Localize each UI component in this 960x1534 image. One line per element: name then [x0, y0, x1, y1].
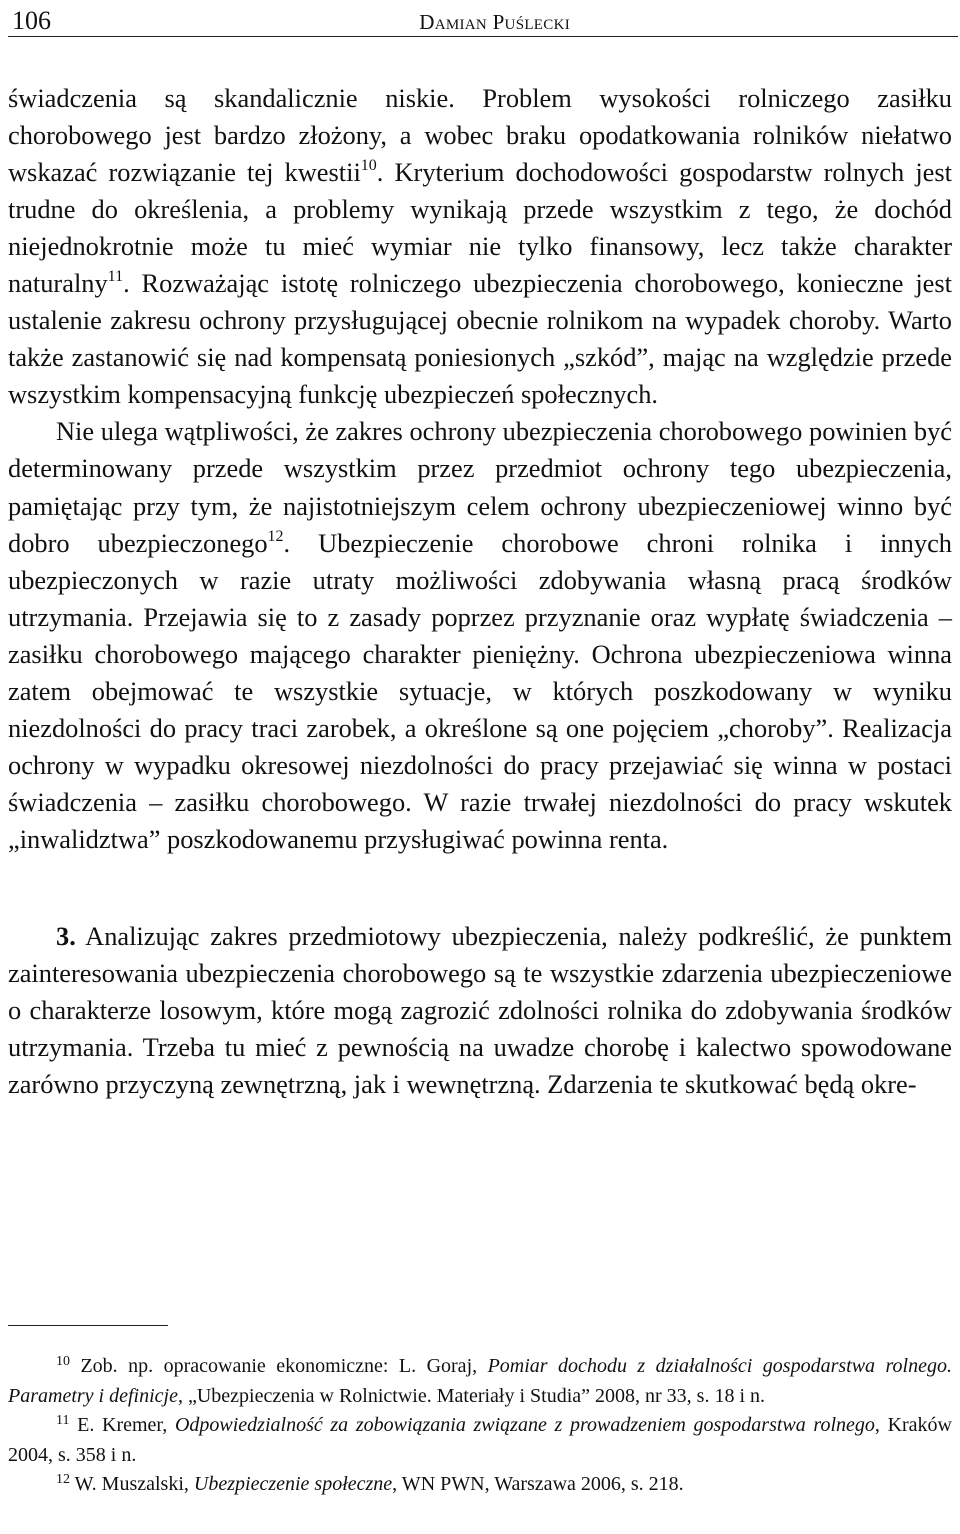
- footnote-text: , WN PWN, Warszawa 2006, s. 218.: [392, 1473, 684, 1495]
- footnotes: [8, 1352, 952, 1500]
- footnote-10: [8, 1352, 952, 1411]
- paragraph-2-text-a: Nie ulega wątpliwości, że zakres ochrony ubezpieczenia chorobowego powinien być determinowany przede wszystkim przez przedmiot ochrony tego ubezpieczenia, pamiętając przy tym, że najistotniejszym celem ochrony ubezpieczeniowej winno być dobro ubezpieczonego: [8, 416, 952, 558]
- footnote-mark: 11: [56, 1413, 70, 1428]
- footnote-text: E. Kremer,: [69, 1414, 175, 1436]
- paragraph-1-text-b: . Kryterium dochodowości gospodarstw rolnych jest trudne do określenia, a problemy wynikają przede wszystkim z tego, że dochód niejednokrotnie może tu mieć wymiar nie tylko finansowy, lecz także charakter naturalny: [8, 157, 952, 299]
- paragraph-2: [8, 413, 952, 858]
- footnote-ref-11[interactable]: 11: [107, 268, 124, 286]
- footnote-title: Pomiar dochodu z działalności gospodarstwa rolnego. Parametry i definicje: [8, 1355, 952, 1407]
- paragraph-1-text-c: . Rozważając istotę rolniczego ubezpieczenia chorobowego, konieczne jest ustalenie zakresu ochrony przysługującej obecnie rolnikom na wypadek choroby. Warto także zastanowić się nad kompensatą poniesionych „szkód”, mając na względzie przede wszystkim kompensacyjną funkcję ubezpieczeń społecznych.: [8, 268, 952, 410]
- footnote-text: W. Muszalski,: [70, 1473, 194, 1495]
- footnote-text: Zob. np. opracowanie ekonomiczne: L. Goraj,: [70, 1355, 488, 1377]
- running-header-author: Damian Puślecki: [419, 10, 570, 34]
- footnote-ref-10[interactable]: 10: [360, 157, 377, 175]
- footnote-ref-12[interactable]: 12: [267, 527, 284, 545]
- footnote-mark: 12: [56, 1472, 70, 1487]
- footnote-separator: [8, 1325, 168, 1326]
- section-3-paragraph: [8, 918, 952, 1103]
- section-number: 3.: [56, 920, 76, 951]
- paragraph-1-text-a: świadczenia są skandalicznie niskie. Problem wysokości rolniczego zasiłku chorobowego jest bardzo złożony, a wobec braku opodatkowania rolników niełatwo wskazać rozwiązanie tej kwestii: [8, 83, 952, 188]
- running-header: [8, 2, 958, 37]
- footnote-12: [8, 1470, 952, 1500]
- page-number: 106: [12, 6, 51, 35]
- paragraph-1: [8, 80, 952, 413]
- paragraph-2-text-b: . Ubezpieczenie chorobowe chroni rolnika i innych ubezpieczonych w razie utraty możliwości zdobywania własną pracą środków utrzymania. Przejawia się to z zasady poprzez przyznanie oraz wypłatę świadczenia – zasiłku chorobowego mającego charakter pieniężny. Ochrona ubezpieczeniowa winna zatem obejmować te wszystkie sytuacje, w których poszkodowany w wyniku niezdolności do pracy traci zarobek, a określone są one pojęciem „choroby”. Realizacja ochrony w wypadku okresowej niezdolności do pracy przejawiać się winna w postaci świadczenia – zasiłku chorobowego. W razie trwałej niezdolności do pracy wskutek „inwalidztwa” poszkodowanemu przysługiwać powinna renta.: [8, 527, 952, 854]
- section-3-text: Analizując zakres przedmiotowy ubezpieczenia, należy podkreślić, że punktem zainteresowania ubezpieczenia chorobowego są te wszystkie zdarzenia ubezpieczeniowe o charakterze losowym, które mogą zagrozić zdolności rolnika do zdobywania środków utrzymania. Trzeba tu mieć z pewnością na uwadze chorobę i kalectwo spowodowane zarówno przyczyną zewnętrzną, jak i wewnętrzną. Zdarzenia te skutkować będą okre-: [8, 920, 952, 1100]
- footnote-text: , Kraków 2004, s. 358 i n.: [8, 1414, 952, 1466]
- footnote-text: , „Ubezpieczenia w Rolnictwie. Materiały i Studia” 2008, nr 33, s. 18 i n.: [177, 1384, 766, 1407]
- footnote-11: [8, 1411, 952, 1470]
- footnote-mark: 10: [56, 1354, 70, 1369]
- footnote-title: Ubezpieczenie społeczne: [193, 1473, 393, 1495]
- footnote-title: Odpowiedzialność za zobowiązania związane z prowadzeniem gospodarstwa rolnego: [174, 1414, 875, 1436]
- body-text: [8, 80, 952, 1103]
